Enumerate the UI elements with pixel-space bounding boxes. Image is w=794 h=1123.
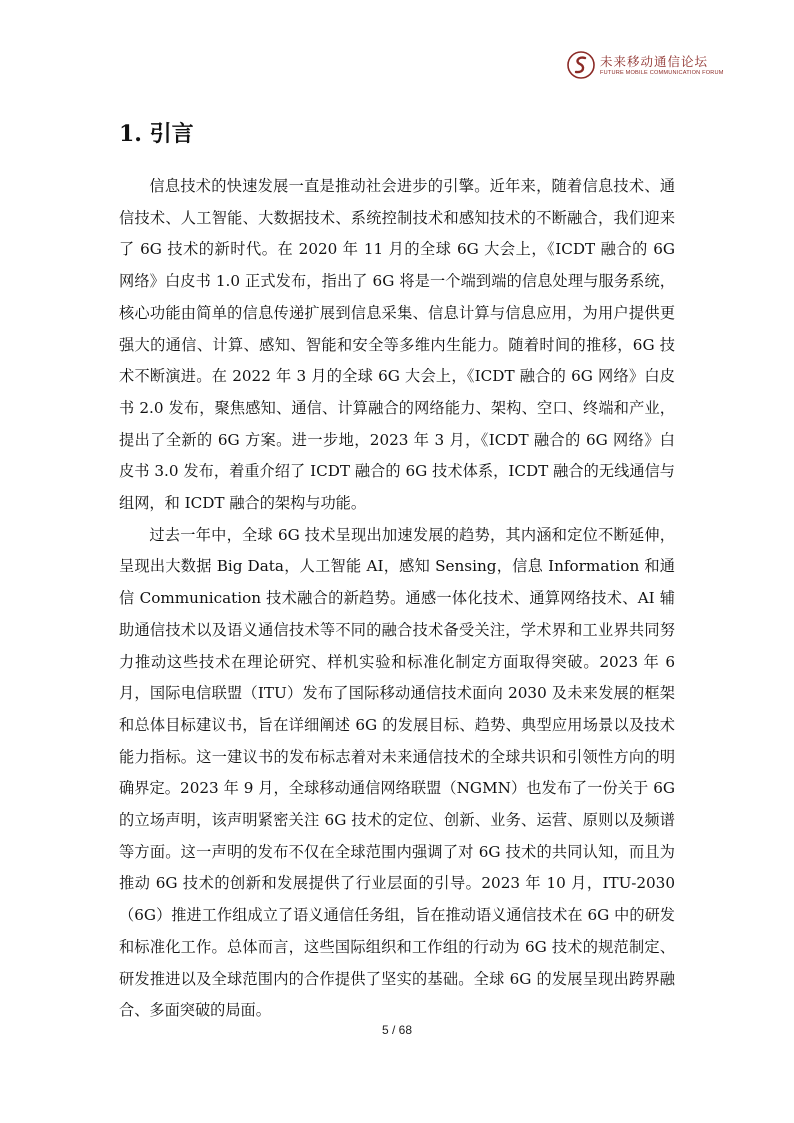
page-number: 5 / 68 bbox=[381, 1023, 413, 1037]
paragraph-1: 信息技术的快速发展一直是推动社会进步的引擎。近年来，随着信息技术、通信技术、人工智能、大数据技术、系统控制技术和感知技术的不断融合，我们迎来了 6G 技术的新时代。在 2020 年 11 月的全球 6G 大会上，《ICDT 融合的 6G 网络》白皮书 1.0 正式发布，指出了 6G 将是一个端到端的信息处理与服务系统，核心功能由简单的信息传递扩展到信息采集、信息计算与信息应用，为用户提供更强大的通信、计算、感知、智能和安全等多维内生能力。随着时间的推移，6G 技术不断演进。在 2022 年 3 月的全球 6G 大会上，《ICDT 融合的 6G 网络》白皮书 2.0 发布，聚焦感知、通信、计算融合的网络能力、架构、空口、终端和产业，提出了全新的 6G 方案。进一步地，2023 年 3 月，《ICDT 融合的 6G 网络》白皮书 3.0 发布，着重介绍了 ICDT 融合的 6G 技术体系，ICDT 融合的无线通信与组网，和 ICDT 融合的架构与功能。 bbox=[119, 177, 675, 513]
section-title: 1. 引言 bbox=[119, 121, 194, 147]
body-text bbox=[119, 171, 675, 1027]
logo-english-text: FUTURE MOBILE COMMUNICATION FORUM bbox=[600, 70, 724, 76]
logo-chinese-text: 未来移动通信论坛 bbox=[600, 54, 709, 69]
paragraph-2: 过去一年中，全球 6G 技术呈现出加速发展的趋势，其内涵和定位不断延伸，呈现出大数据 Big Data，人工智能 AI，感知 Sensing，信息 Information 和通信 Communication 技术融合的新趋势。通感一体化技术、通算网络技术、AI 辅助通信技术以及语义通信技术等不同的融合技术备受关注，学术界和工业界共同努力推动这些技术在理论研究、样机实验和标准化制定方面取得突破。2023 年 6 月，国际电信联盟（ITU）发布了国际移动通信技术面向 2030 及未来发展的框架和总体目标建议书，旨在详细阐述 6G 的发展目标、趋势、典型应用场景以及技术能力指标。这一建议书的发布标志着对未来通信技术的全球共识和引领性方向的明确界定。2023 年 9 月，全球移动通信网络联盟（NGMN）也发布了一份关于 6G 的立场声明，该声明紧密关注 6G 技术的定位、创新、业务、运营、原则以及频谱等方面。这一声明的发布不仅在全球范围内强调了对 6G 技术的共同认知，而且为推动 6G 技术的创新和发展提供了行业层面的引导。2023 年 10 月，ITU-2030（6G）推进工作组成立了语义通信任务组，旨在推动语义通信技术在 6G 中的研发和标准化工作。总体而言，这些国际组织和工作组的行动为 6G 技术的规范制定、研发推进以及全球范围内的合作提供了坚实的基础。全球 6G 的发展呈现出跨界融合、多面突破的局面。 bbox=[119, 525, 675, 1020]
forum-logo bbox=[566, 48, 766, 88]
forum-logo-icon bbox=[566, 50, 596, 80]
